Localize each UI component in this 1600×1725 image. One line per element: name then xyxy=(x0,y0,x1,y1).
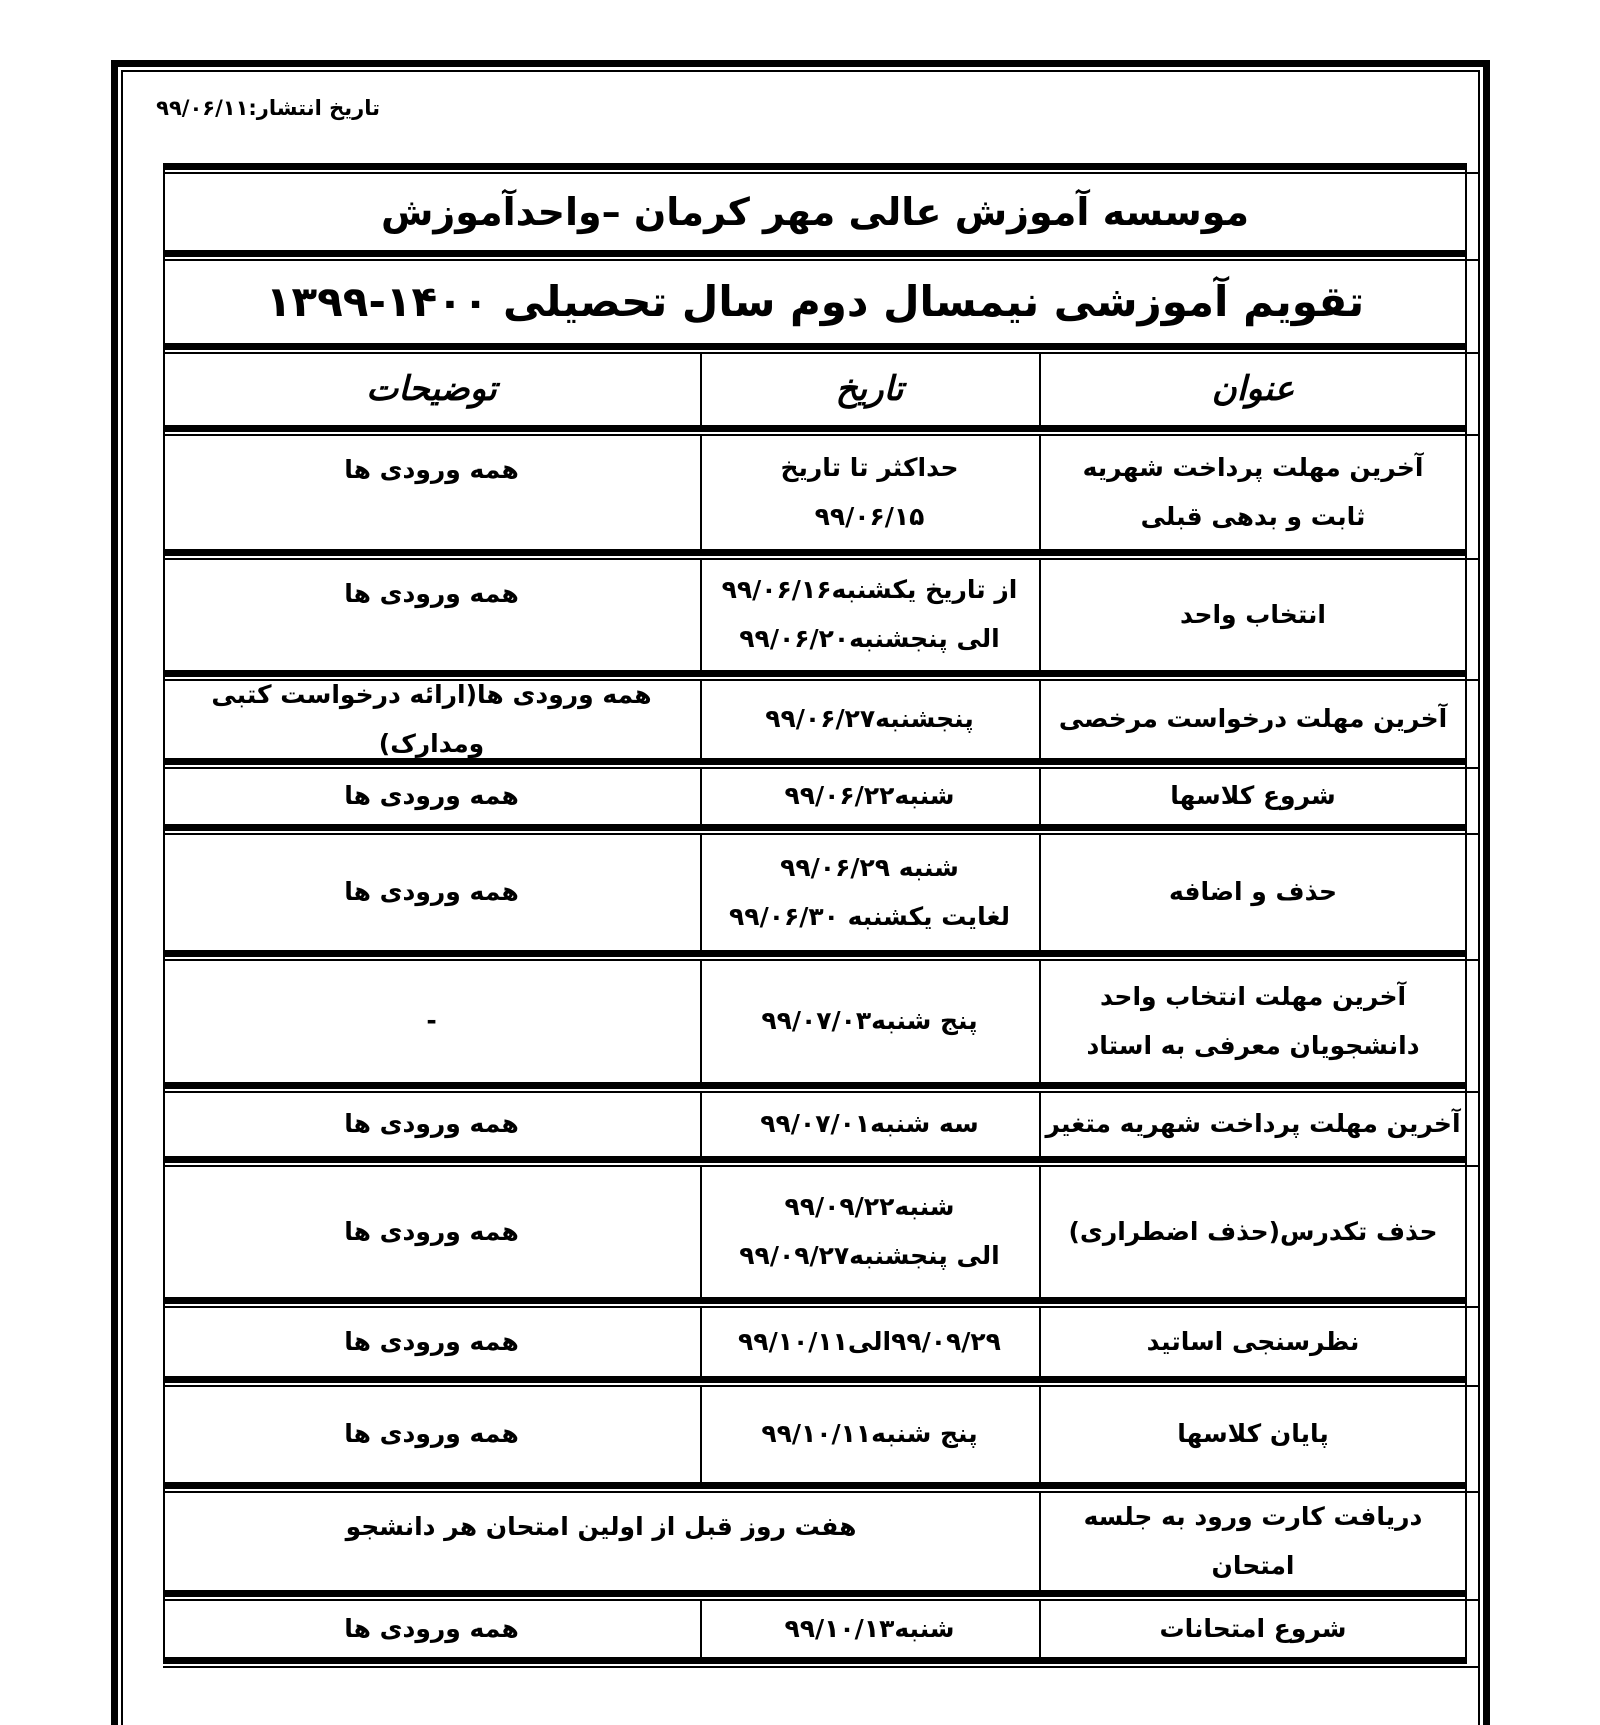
row-title-text: حذف و اضافه xyxy=(1168,877,1338,907)
row-title-text: آخرین مهلت انتخاب واحد xyxy=(1099,981,1407,1011)
row-title-cell xyxy=(1039,560,1467,670)
institute-title: موسسه آموزش عالی مهر کرمان –واحدآموزش xyxy=(380,189,1250,234)
row-title-cell xyxy=(1039,1601,1467,1657)
row-notes-cell xyxy=(163,681,700,758)
row-date-cell xyxy=(700,436,1039,549)
row-date-text: از تاریخ یکشنبه۹۹/۰۶/۱۶ xyxy=(721,575,1018,605)
row-merged-note-cell xyxy=(163,1493,1039,1590)
row-notes-cell xyxy=(163,835,700,950)
separator-thick-line xyxy=(163,1657,1467,1664)
row-date-text: ۹۹/۰۶/۱۵ xyxy=(814,501,925,531)
row-notes-text: همه ورودی ها xyxy=(344,1326,519,1356)
page-border-left xyxy=(111,60,118,1725)
row-notes-text: همه ورودی ها xyxy=(344,579,519,608)
row-date-cell xyxy=(700,961,1039,1082)
separator-thick-line xyxy=(163,1156,1467,1163)
row-notes-cell xyxy=(163,1167,700,1297)
separator-thick-line xyxy=(163,950,1467,957)
row-date-text: الی پنجشنبه۹۹/۰۶/۲۰ xyxy=(739,624,1000,653)
row-date-text: لغایت یکشنبه ۹۹/۰۶/۳۰ xyxy=(729,901,1010,931)
row-date-text: سه شنبه۹۹/۰۷/۰۱ xyxy=(760,1109,979,1139)
row-date-text: الی پنجشنبه۹۹/۰۹/۲۷ xyxy=(739,1241,1000,1270)
row-merged-note-text: هفت روز قبل از اولین امتحان هر دانشجو xyxy=(345,1512,857,1541)
page-border-left-inner xyxy=(121,70,123,1725)
column-header-title xyxy=(1039,354,1467,425)
page-border-right xyxy=(1483,60,1490,1725)
row-date-text: حداکثر تا تاریخ xyxy=(780,452,959,482)
row-notes-cell xyxy=(163,1387,700,1482)
row-title-cell xyxy=(1039,1167,1467,1297)
row-title-cell xyxy=(1039,835,1467,950)
row-title-cell xyxy=(1039,769,1467,824)
row-date-text: ۹۹/۰۹/۲۹الی۹۹/۱۰/۱۱ xyxy=(738,1326,1001,1356)
row-notes-text: همه ورودی ها xyxy=(344,1419,519,1449)
row-notes-cell xyxy=(163,560,700,670)
institute-title-cell xyxy=(163,174,1467,250)
calendar-title: تقویم آموزشی نیمسال دوم سال تحصیلی ۱۴۰۰-۱۳۹۹ xyxy=(265,277,1365,327)
publication-date: تاریخ انتشار:۹۹/۰۶/۱۱ xyxy=(156,96,380,120)
row-title-text: ثابت و بدهی قبلی xyxy=(1140,501,1366,531)
row-date-cell xyxy=(700,560,1039,670)
row-notes-text: همه ورودی ها xyxy=(344,781,519,811)
row-notes-text: همه ورودی ها xyxy=(344,877,519,907)
separator-thick-line xyxy=(163,1376,1467,1383)
row-date-cell xyxy=(700,681,1039,758)
row-title-text: انتخاب واحد xyxy=(1180,599,1326,629)
row-title-cell xyxy=(1039,681,1467,758)
row-title-text: شروع کلاسها xyxy=(1170,781,1336,811)
row-title-cell xyxy=(1039,1093,1467,1156)
row-notes-cell xyxy=(163,436,700,549)
row-title-text: حذف تکدرس(حذف اضطراری) xyxy=(1068,1216,1438,1246)
separator-thick-line xyxy=(163,1082,1467,1089)
row-date-cell xyxy=(700,1387,1039,1482)
row-separator xyxy=(163,1657,1479,1669)
page-border-top xyxy=(111,60,1490,67)
row-notes-text: همه ورودی ها xyxy=(344,1109,519,1139)
row-title-text: آخرین مهلت پرداخت شهریه متغیر xyxy=(1045,1109,1461,1139)
column-header-date-text: تاریخ xyxy=(835,369,904,410)
row-title-cell xyxy=(1039,436,1467,549)
page-border-right-inner xyxy=(1478,70,1480,1725)
column-header-title-text: عنوان xyxy=(1211,369,1295,410)
row-date-cell xyxy=(700,1093,1039,1156)
row-date-text: شنبه۹۹/۰۶/۲۲ xyxy=(784,781,955,811)
column-header-notes-text: توضیحات xyxy=(366,369,497,410)
separator-thin-line xyxy=(163,1666,1479,1668)
calendar-title-cell xyxy=(163,261,1467,343)
row-title-cell xyxy=(1039,1493,1467,1590)
row-notes-cell xyxy=(163,1093,700,1156)
separator-thick-line xyxy=(163,250,1467,257)
row-date-cell xyxy=(700,835,1039,950)
column-header-date xyxy=(700,354,1039,425)
row-title-text: شروع امتحانات xyxy=(1159,1613,1347,1643)
row-date-cell xyxy=(700,1167,1039,1297)
row-date-text: شنبه۹۹/۱۰/۱۳ xyxy=(784,1613,955,1643)
separator-thick-line xyxy=(163,549,1467,556)
separator-thick-line xyxy=(163,425,1467,432)
row-title-text: نظرسنجی اساتید xyxy=(1146,1326,1360,1356)
row-date-cell xyxy=(700,1601,1039,1657)
row-title-text: آخرین مهلت پرداخت شهریه xyxy=(1082,452,1424,482)
row-notes-cell xyxy=(163,961,700,1082)
row-title-cell xyxy=(1039,1387,1467,1482)
row-date-cell xyxy=(700,1308,1039,1376)
row-date-text: پنج شنبه۹۹/۰۷/۰۳ xyxy=(761,1006,978,1036)
separator-thick-line xyxy=(163,343,1467,350)
row-notes-text: همه ورودی ها xyxy=(344,1216,519,1246)
row-notes-cell xyxy=(163,769,700,824)
row-date-text: شنبه۹۹/۰۹/۲۲ xyxy=(784,1192,955,1222)
row-title-cell xyxy=(1039,961,1467,1082)
row-title-text: دریافت کارت ورود به جلسه امتحان xyxy=(1083,1501,1423,1580)
row-date-text: پنجشنبه۹۹/۰۶/۲۷ xyxy=(765,704,974,734)
page-border-top-inner xyxy=(121,70,1479,72)
separator-thick-line xyxy=(163,1590,1467,1597)
row-date-cell xyxy=(700,769,1039,824)
row-notes-cell xyxy=(163,1308,700,1376)
column-header-notes xyxy=(163,354,700,425)
row-notes-text: همه ورودی ها xyxy=(344,1613,519,1643)
row-date-text: شنبه ۹۹/۰۶/۲۹ xyxy=(780,852,959,882)
row-title-cell xyxy=(1039,1308,1467,1376)
row-notes-text: همه ورودی ها xyxy=(344,455,519,484)
separator-thick-line xyxy=(163,1482,1467,1489)
row-title-text: آخرین مهلت درخواست مرخصی xyxy=(1058,704,1448,734)
row-notes-text: همه ورودی ها(ارائه درخواست کتبی ومدارک) xyxy=(211,679,652,758)
row-notes-text: - xyxy=(426,1006,437,1036)
row-title-text: دانشجویان معرفی به استاد xyxy=(1086,1030,1420,1060)
row-date-text: پنج شنبه۹۹/۱۰/۱۱ xyxy=(761,1419,978,1449)
row-title-text: پایان کلاسها xyxy=(1177,1419,1329,1449)
row-notes-cell xyxy=(163,1601,700,1657)
separator-thick-line xyxy=(163,163,1467,170)
separator-thick-line xyxy=(163,824,1467,831)
separator-thick-line xyxy=(163,1297,1467,1304)
